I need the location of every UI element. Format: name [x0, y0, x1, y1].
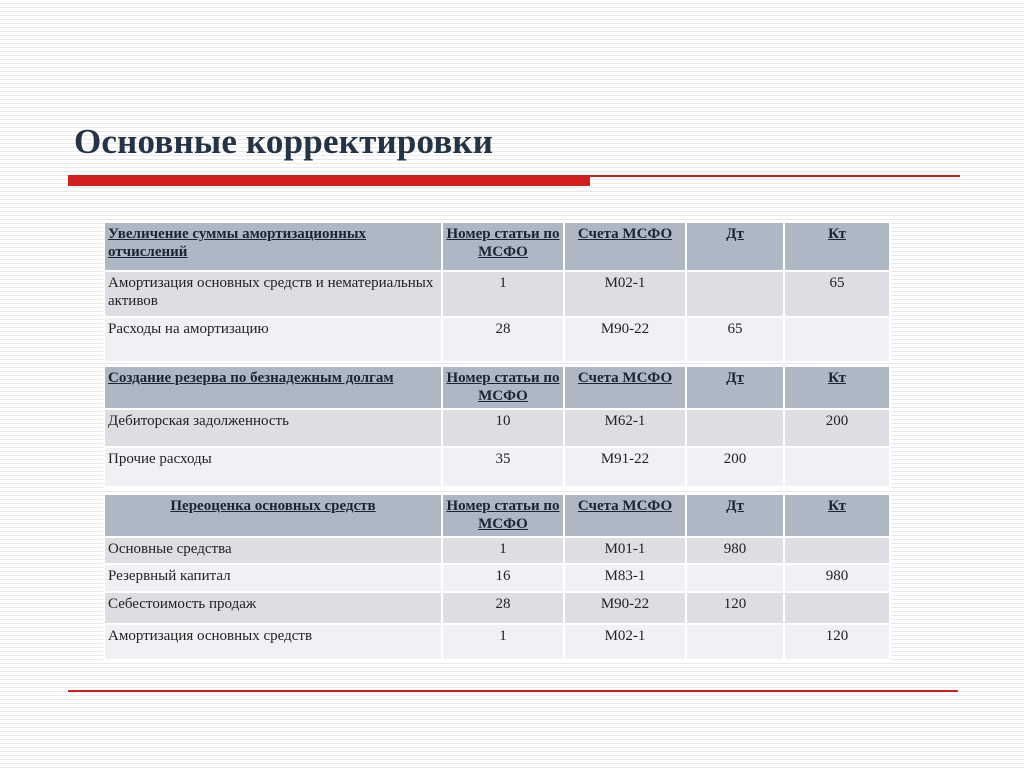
slide-title: Основные корректировки [74, 122, 494, 161]
cell-debit [687, 565, 783, 591]
cell-account: М91-22 [565, 448, 685, 486]
cell-item-number: 16 [443, 565, 563, 591]
header-credit: Кт [785, 367, 889, 408]
cell-credit [785, 593, 889, 623]
title-underline-thin [590, 175, 960, 177]
cell-item-number: 1 [443, 538, 563, 563]
cell-debit: 980 [687, 538, 783, 563]
cell-account: М02-1 [565, 625, 685, 659]
table-header-row [105, 223, 889, 270]
header-credit: Кт [785, 495, 889, 536]
cell-credit: 65 [785, 272, 889, 316]
header-accounts: Счета МСФО [565, 223, 685, 270]
cell-item-number: 28 [443, 593, 563, 623]
cell-account: М90-22 [565, 318, 685, 361]
cell-account: М62-1 [565, 410, 685, 446]
table-header-row [105, 367, 889, 408]
table-depreciation-increase [103, 221, 891, 363]
header-debit: Дт [687, 495, 783, 536]
cell-description: Амортизация основных средств и нематериальных активов [105, 272, 441, 316]
cell-credit [785, 538, 889, 563]
cell-debit: 200 [687, 448, 783, 486]
cell-item-number: 10 [443, 410, 563, 446]
header-item-number: Номер статьи по МСФО [443, 367, 563, 408]
header-debit: Дт [687, 223, 783, 270]
cell-item-number: 35 [443, 448, 563, 486]
header-description: Создание резерва по безнадежным долгам [105, 367, 441, 408]
cell-account: М83-1 [565, 565, 685, 591]
cell-debit: 65 [687, 318, 783, 361]
cell-debit: 120 [687, 593, 783, 623]
table-bad-debt-reserve [103, 365, 891, 488]
header-item-number: Номер статьи по МСФО [443, 223, 563, 270]
footer-rule [68, 690, 958, 692]
table-fixed-asset-revaluation [103, 493, 891, 661]
table-header-row [105, 495, 889, 536]
cell-description: Прочие расходы [105, 448, 441, 486]
header-debit: Дт [687, 367, 783, 408]
table-row [105, 272, 889, 316]
cell-description: Амортизация основных средств [105, 625, 441, 659]
table-row [105, 625, 889, 659]
cell-description: Себестоимость продаж [105, 593, 441, 623]
table-row [105, 593, 889, 623]
table-row [105, 538, 889, 563]
cell-debit [687, 410, 783, 446]
cell-debit [687, 625, 783, 659]
cell-credit: 200 [785, 410, 889, 446]
cell-account: М90-22 [565, 593, 685, 623]
cell-account: М02-1 [565, 272, 685, 316]
cell-debit [687, 272, 783, 316]
header-accounts: Счета МСФО [565, 495, 685, 536]
table-row [105, 565, 889, 591]
header-description: Увеличение суммы амортизационных отчислений [105, 223, 441, 270]
cell-item-number: 28 [443, 318, 563, 361]
cell-item-number: 1 [443, 625, 563, 659]
cell-description: Дебиторская задолженность [105, 410, 441, 446]
header-item-number: Номер статьи по МСФО [443, 495, 563, 536]
cell-description: Резервный капитал [105, 565, 441, 591]
header-description: Переоценка основных средств [105, 495, 441, 536]
cell-item-number: 1 [443, 272, 563, 316]
cell-credit [785, 448, 889, 486]
cell-account: М01-1 [565, 538, 685, 563]
cell-description: Расходы на амортизацию [105, 318, 441, 361]
header-credit: Кт [785, 223, 889, 270]
cell-description: Основные средства [105, 538, 441, 563]
cell-credit: 980 [785, 565, 889, 591]
title-underline-thick [68, 175, 590, 186]
table-row [105, 318, 889, 361]
table-row [105, 448, 889, 486]
cell-credit: 120 [785, 625, 889, 659]
header-accounts: Счета МСФО [565, 367, 685, 408]
table-row [105, 410, 889, 446]
cell-credit [785, 318, 889, 361]
